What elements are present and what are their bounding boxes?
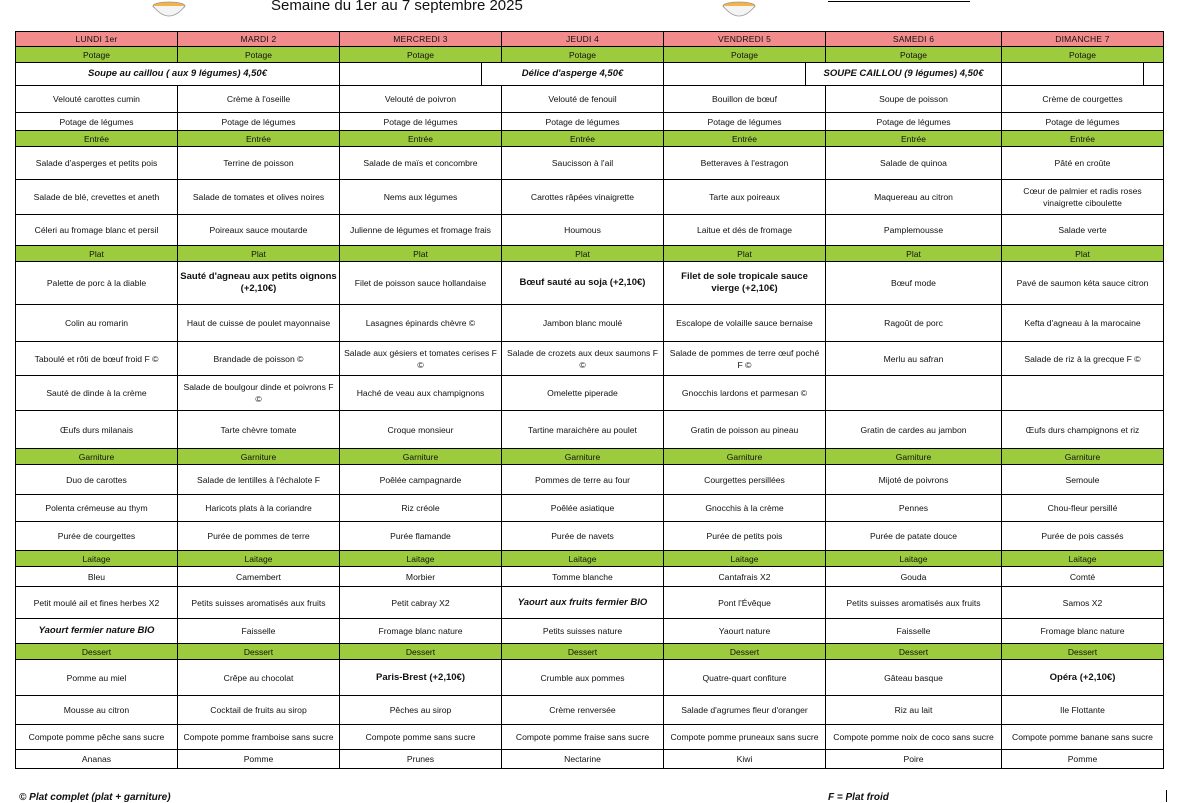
menu-item: Pomme au miel bbox=[16, 660, 178, 696]
menu-item: Compote pomme pruneaux sans sucre bbox=[664, 725, 826, 750]
day-header: DIMANCHE 7 bbox=[1002, 32, 1164, 47]
menu-item: Potage de légumes bbox=[664, 113, 826, 131]
menu-item: Palette de porc à la diable bbox=[16, 262, 178, 305]
menu-item: Potage de légumes bbox=[16, 113, 178, 131]
soup-special: SOUPE CAILLOU (9 légumes) 4,50€ bbox=[806, 63, 1002, 86]
menu-item: Sauté de dinde à la crème bbox=[16, 376, 178, 411]
menu-item: Salade de maïs et concombre bbox=[340, 147, 502, 180]
menu-item: Maquereau au citron bbox=[826, 180, 1002, 215]
menu-item: Velouté carottes cumin bbox=[16, 86, 178, 113]
menu-item: Pont l'Évêque bbox=[664, 587, 826, 619]
empty-cell bbox=[1002, 63, 1144, 86]
day-header: MARDI 2 bbox=[178, 32, 340, 47]
menu-item: Petit cabray X2 bbox=[340, 587, 502, 619]
footer-legend-complete: © Plat complet (plat + garniture) bbox=[19, 792, 171, 803]
menu-item: Salade de lentilles à l'échalote F bbox=[178, 465, 340, 495]
menu-item: Faisselle bbox=[178, 619, 340, 644]
category-row-potage bbox=[16, 47, 1164, 63]
menu-item: Salade de pommes de terre œuf poché F © bbox=[664, 342, 826, 376]
menu-item: Crumble aux pommes bbox=[502, 660, 664, 696]
category-row-plat bbox=[16, 246, 1164, 262]
category-label: Dessert bbox=[340, 644, 502, 660]
menu-item: Croque monsieur bbox=[340, 411, 502, 449]
footer-rule bbox=[1166, 790, 1167, 802]
menu-row bbox=[16, 465, 1164, 495]
menu-item: Salade d'agrumes fleur d'oranger bbox=[664, 696, 826, 725]
menu-item: Brandade de poisson © bbox=[178, 342, 340, 376]
menu-item bbox=[1002, 376, 1164, 411]
menu-item: Merlu au safran bbox=[826, 342, 1002, 376]
category-label: Laitage bbox=[16, 551, 178, 567]
menu-item: Compote pomme banane sans sucre bbox=[1002, 725, 1164, 750]
header-rule bbox=[828, 1, 970, 2]
category-label: Garniture bbox=[16, 449, 178, 465]
menu-item: Poêlée asiatique bbox=[502, 495, 664, 522]
weekly-menu-table bbox=[15, 31, 1164, 769]
category-label: Potage bbox=[826, 47, 1002, 63]
menu-item: Œufs durs champignons et riz bbox=[1002, 411, 1164, 449]
menu-item: Polenta crémeuse au thym bbox=[16, 495, 178, 522]
menu-row bbox=[16, 86, 1164, 113]
menu-item: Pavé de saumon kéta sauce citron bbox=[1002, 262, 1164, 305]
menu-item: Soupe de poisson bbox=[826, 86, 1002, 113]
category-label: Entrée bbox=[664, 131, 826, 147]
day-header: LUNDI 1er bbox=[16, 32, 178, 47]
menu-row bbox=[16, 342, 1164, 376]
category-label: Laitage bbox=[664, 551, 826, 567]
menu-item: Prunes bbox=[340, 750, 502, 769]
menu-item bbox=[826, 376, 1002, 411]
category-label: Garniture bbox=[826, 449, 1002, 465]
menu-item: Pomme bbox=[178, 750, 340, 769]
category-label: Entrée bbox=[340, 131, 502, 147]
category-label: Plat bbox=[1002, 246, 1164, 262]
menu-row bbox=[16, 619, 1164, 644]
menu-row bbox=[16, 567, 1164, 587]
menu-item: Purée de petits pois bbox=[664, 522, 826, 551]
category-label: Entrée bbox=[16, 131, 178, 147]
menu-item: Potage de légumes bbox=[826, 113, 1002, 131]
menu-row bbox=[16, 262, 1164, 305]
menu-item: Julienne de légumes et fromage frais bbox=[340, 215, 502, 246]
day-header: JEUDI 4 bbox=[502, 32, 664, 47]
category-label: Dessert bbox=[502, 644, 664, 660]
day-header: MERCREDI 3 bbox=[340, 32, 502, 47]
category-label: Entrée bbox=[502, 131, 664, 147]
menu-item: Gratin de cardes au jambon bbox=[826, 411, 1002, 449]
menu-item: Riz au lait bbox=[826, 696, 1002, 725]
menu-row bbox=[16, 587, 1164, 619]
menu-item: Sauté d'agneau aux petits oignons (+2,10€) bbox=[178, 262, 340, 305]
menu-row bbox=[16, 660, 1164, 696]
category-label: Potage bbox=[1002, 47, 1164, 63]
menu-item: Salade verte bbox=[1002, 215, 1164, 246]
menu-item: Pamplemousse bbox=[826, 215, 1002, 246]
menu-item: Poireaux sauce moutarde bbox=[178, 215, 340, 246]
menu-row bbox=[16, 376, 1164, 411]
menu-row bbox=[16, 522, 1164, 551]
category-label: Garniture bbox=[502, 449, 664, 465]
menu-item: Crème à l'oseille bbox=[178, 86, 340, 113]
category-label: Dessert bbox=[178, 644, 340, 660]
menu-item: Nems aux légumes bbox=[340, 180, 502, 215]
menu-item: Paris-Brest (+2,10€) bbox=[340, 660, 502, 696]
menu-item: Taboulé et rôti de bœuf froid F © bbox=[16, 342, 178, 376]
menu-item: Petits suisses aromatisés aux fruits bbox=[826, 587, 1002, 619]
menu-item: Salade de boulgour dinde et poivrons F © bbox=[178, 376, 340, 411]
menu-row bbox=[16, 305, 1164, 342]
menu-item: Opéra (+2,10€) bbox=[1002, 660, 1164, 696]
menu-item: Fromage blanc nature bbox=[1002, 619, 1164, 644]
empty-cell bbox=[664, 63, 806, 86]
soup-special: Soupe au caillou ( aux 9 légumes) 4,50€ bbox=[16, 63, 340, 86]
category-label: Dessert bbox=[664, 644, 826, 660]
category-row-dessert bbox=[16, 644, 1164, 660]
menu-item: Gâteau basque bbox=[826, 660, 1002, 696]
menu-item: Bœuf sauté au soja (+2,10€) bbox=[502, 262, 664, 305]
menu-item: Terrine de poisson bbox=[178, 147, 340, 180]
menu-item: Filet de sole tropicale sauce vierge (+2,10€) bbox=[664, 262, 826, 305]
menu-item: Samos X2 bbox=[1002, 587, 1164, 619]
category-label: Laitage bbox=[826, 551, 1002, 567]
category-label: Potage bbox=[178, 47, 340, 63]
soup-special-row bbox=[16, 63, 1164, 86]
menu-item: Velouté de poivron bbox=[340, 86, 502, 113]
menu-item: Ragoût de porc bbox=[826, 305, 1002, 342]
menu-item: Salade de blé, crevettes et aneth bbox=[16, 180, 178, 215]
menu-item: Bouillon de bœuf bbox=[664, 86, 826, 113]
menu-row bbox=[16, 147, 1164, 180]
menu-item: Bœuf mode bbox=[826, 262, 1002, 305]
menu-item: Duo de carottes bbox=[16, 465, 178, 495]
menu-item: Pennes bbox=[826, 495, 1002, 522]
menu-item: Velouté de fenouil bbox=[502, 86, 664, 113]
menu-item: Compote pomme sans sucre bbox=[340, 725, 502, 750]
menu-item: Courgettes persillées bbox=[664, 465, 826, 495]
menu-item: Gnocchis à la crème bbox=[664, 495, 826, 522]
menu-row bbox=[16, 725, 1164, 750]
menu-item: Cœur de palmier et radis roses vinaigrette ciboulette bbox=[1002, 180, 1164, 215]
menu-item: Semoule bbox=[1002, 465, 1164, 495]
category-label: Garniture bbox=[340, 449, 502, 465]
menu-item: Purée flamande bbox=[340, 522, 502, 551]
category-label: Plat bbox=[664, 246, 826, 262]
menu-item: Tomme blanche bbox=[502, 567, 664, 587]
menu-item: Haut de cuisse de poulet mayonnaise bbox=[178, 305, 340, 342]
category-label: Laitage bbox=[502, 551, 664, 567]
menu-item: Filet de poisson sauce hollandaise bbox=[340, 262, 502, 305]
menu-item: Escalope de volaille sauce bernaise bbox=[664, 305, 826, 342]
menu-item: Camembert bbox=[178, 567, 340, 587]
category-label: Entrée bbox=[178, 131, 340, 147]
menu-row bbox=[16, 215, 1164, 246]
menu-item: Petits suisses aromatisés aux fruits bbox=[178, 587, 340, 619]
menu-item: Purée de pois cassés bbox=[1002, 522, 1164, 551]
menu-item: Cantafrais X2 bbox=[664, 567, 826, 587]
menu-item: Saucisson à l'ail bbox=[502, 147, 664, 180]
menu-item: Compote pomme pêche sans sucre bbox=[16, 725, 178, 750]
menu-item: Mijoté de poivrons bbox=[826, 465, 1002, 495]
menu-item: Chou-fleur persillé bbox=[1002, 495, 1164, 522]
menu-item: Laitue et dés de fromage bbox=[664, 215, 826, 246]
menu-item: Riz créole bbox=[340, 495, 502, 522]
menu-item: Œufs durs milanais bbox=[16, 411, 178, 449]
category-label: Plat bbox=[340, 246, 502, 262]
menu-item: Potage de légumes bbox=[502, 113, 664, 131]
category-label: Plat bbox=[826, 246, 1002, 262]
menu-item: Haricots plats à la coriandre bbox=[178, 495, 340, 522]
menu-item: Ananas bbox=[16, 750, 178, 769]
menu-item: Crème renversée bbox=[502, 696, 664, 725]
menu-item: Haché de veau aux champignons bbox=[340, 376, 502, 411]
menu-item: Gratin de poisson au pineau bbox=[664, 411, 826, 449]
menu-item: Crêpe au chocolat bbox=[178, 660, 340, 696]
menu-item: Fromage blanc nature bbox=[340, 619, 502, 644]
menu-item: Kefta d'agneau à la marocaine bbox=[1002, 305, 1164, 342]
soup-bowl-icon bbox=[721, 0, 757, 20]
menu-item: Salade de riz à la grecque F © bbox=[1002, 342, 1164, 376]
menu-item: Pêches au sirop bbox=[340, 696, 502, 725]
day-header-row bbox=[16, 32, 1164, 47]
menu-item: Crème de courgettes bbox=[1002, 86, 1164, 113]
menu-item: Compote pomme noix de coco sans sucre bbox=[826, 725, 1002, 750]
menu-item: Céleri au fromage blanc et persil bbox=[16, 215, 178, 246]
menu-item: Pommes de terre au four bbox=[502, 465, 664, 495]
category-row-entree bbox=[16, 131, 1164, 147]
category-label: Potage bbox=[340, 47, 502, 63]
category-label: Entrée bbox=[826, 131, 1002, 147]
menu-item: Purée de navets bbox=[502, 522, 664, 551]
menu-row bbox=[16, 113, 1164, 131]
menu-row bbox=[16, 411, 1164, 449]
menu-item: Purée de pommes de terre bbox=[178, 522, 340, 551]
menu-item: Yaourt nature bbox=[664, 619, 826, 644]
day-header: VENDREDI 5 bbox=[664, 32, 826, 47]
menu-item: Pâté en croûte bbox=[1002, 147, 1164, 180]
menu-item: Quatre-quart confiture bbox=[664, 660, 826, 696]
category-label: Plat bbox=[16, 246, 178, 262]
menu-item: Colin au romarin bbox=[16, 305, 178, 342]
category-label: Garniture bbox=[178, 449, 340, 465]
menu-item: Tarte chèvre tomate bbox=[178, 411, 340, 449]
category-label: Potage bbox=[664, 47, 826, 63]
menu-item: Poire bbox=[826, 750, 1002, 769]
soup-special: Délice d'asperge 4,50€ bbox=[482, 63, 664, 86]
menu-item: Salade de crozets aux deux saumons F © bbox=[502, 342, 664, 376]
menu-item: Morbier bbox=[340, 567, 502, 587]
empty-cell bbox=[1144, 63, 1164, 86]
category-label: Dessert bbox=[1002, 644, 1164, 660]
category-label: Plat bbox=[178, 246, 340, 262]
menu-item: Salade de tomates et olives noires bbox=[178, 180, 340, 215]
menu-item: Bleu bbox=[16, 567, 178, 587]
menu-item: Yaourt aux fruits fermier BIO bbox=[502, 587, 664, 619]
soup-bowl-icon bbox=[151, 0, 187, 20]
menu-item: Poêlée campagnarde bbox=[340, 465, 502, 495]
menu-item: Comté bbox=[1002, 567, 1164, 587]
category-label: Garniture bbox=[664, 449, 826, 465]
category-label: Laitage bbox=[1002, 551, 1164, 567]
page-title: Semaine du 1er au 7 septembre 2025 bbox=[271, 0, 523, 14]
menu-row bbox=[16, 696, 1164, 725]
menu-item: Petit moulé ail et fines herbes X2 bbox=[16, 587, 178, 619]
menu-item: Salade d'asperges et petits pois bbox=[16, 147, 178, 180]
footer-legend-cold: F = Plat froid bbox=[828, 792, 889, 803]
menu-item: Purée de courgettes bbox=[16, 522, 178, 551]
menu-item: Pomme bbox=[1002, 750, 1164, 769]
category-row-garniture bbox=[16, 449, 1164, 465]
day-header: SAMEDI 6 bbox=[826, 32, 1002, 47]
menu-item: Purée de patate douce bbox=[826, 522, 1002, 551]
menu-item: Salade aux gésiers et tomates cerises F © bbox=[340, 342, 502, 376]
category-label: Garniture bbox=[1002, 449, 1164, 465]
menu-item: Cocktail de fruits au sirop bbox=[178, 696, 340, 725]
category-label: Laitage bbox=[340, 551, 502, 567]
menu-item: Tartine maraichère au poulet bbox=[502, 411, 664, 449]
menu-item: Compote pomme fraise sans sucre bbox=[502, 725, 664, 750]
menu-item: Petits suisses nature bbox=[502, 619, 664, 644]
menu-item: Potage de légumes bbox=[178, 113, 340, 131]
menu-item: Mousse au citron bbox=[16, 696, 178, 725]
category-label: Dessert bbox=[826, 644, 1002, 660]
menu-item: Yaourt fermier nature BIO bbox=[16, 619, 178, 644]
category-label: Potage bbox=[502, 47, 664, 63]
menu-item: Gnocchis lardons et parmesan © bbox=[664, 376, 826, 411]
menu-row bbox=[16, 750, 1164, 769]
menu-item: Carottes râpées vinaigrette bbox=[502, 180, 664, 215]
menu-item: Compote pomme framboise sans sucre bbox=[178, 725, 340, 750]
menu-item: Kiwi bbox=[664, 750, 826, 769]
menu-item: Gouda bbox=[826, 567, 1002, 587]
category-label: Laitage bbox=[178, 551, 340, 567]
menu-item: Jambon blanc moulé bbox=[502, 305, 664, 342]
menu-item: Ile Flottante bbox=[1002, 696, 1164, 725]
category-label: Plat bbox=[502, 246, 664, 262]
menu-item: Betteraves à l'estragon bbox=[664, 147, 826, 180]
menu-item: Potage de légumes bbox=[1002, 113, 1164, 131]
empty-cell bbox=[340, 63, 482, 86]
menu-item: Potage de légumes bbox=[340, 113, 502, 131]
category-label: Dessert bbox=[16, 644, 178, 660]
menu-item: Salade de quinoa bbox=[826, 147, 1002, 180]
menu-item: Faisselle bbox=[826, 619, 1002, 644]
menu-item: Tarte aux poireaux bbox=[664, 180, 826, 215]
menu-row bbox=[16, 180, 1164, 215]
category-label: Entrée bbox=[1002, 131, 1164, 147]
menu-item: Lasagnes épinards chèvre © bbox=[340, 305, 502, 342]
menu-item: Houmous bbox=[502, 215, 664, 246]
menu-item: Nectarine bbox=[502, 750, 664, 769]
category-label: Potage bbox=[16, 47, 178, 63]
menu-item: Omelette piperade bbox=[502, 376, 664, 411]
menu-row bbox=[16, 495, 1164, 522]
category-row-laitage bbox=[16, 551, 1164, 567]
